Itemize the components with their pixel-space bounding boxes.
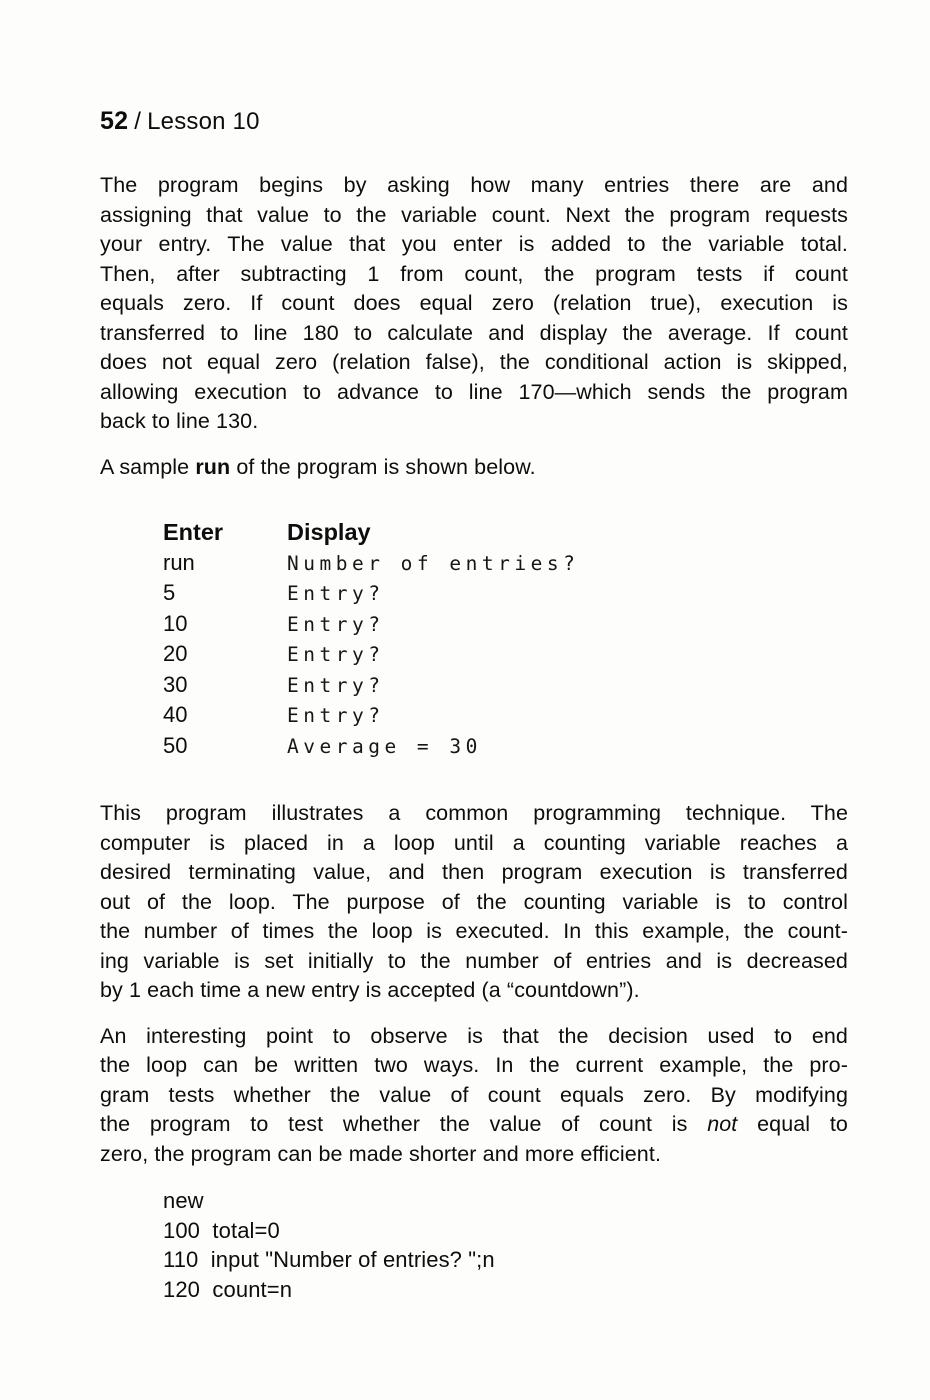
paragraph-line: zero, the program can be made shorter and more efficient. (100, 1141, 662, 1166)
table-row (163, 700, 848, 731)
display-cell: Entry? (287, 612, 385, 636)
paragraph-line: the loop can be written two ways. In the current example, the pro- (100, 1053, 848, 1077)
enter-cell: 50 (163, 732, 188, 758)
display-cell: Entry? (287, 704, 385, 727)
paragraph-line: allowing execution to advance to line 170—which sends the program (100, 379, 848, 404)
paragraph (100, 171, 848, 437)
run-table-rows (163, 548, 848, 762)
table-row (163, 578, 848, 609)
paragraph-line: equals zero. If count does equal zero (relation true), execution is (100, 291, 848, 315)
paragraph-line: back to line 130. (100, 409, 259, 433)
sample-run-table (163, 518, 848, 761)
display-cell: Average = 30 (287, 734, 482, 758)
table-row (163, 670, 848, 701)
running-head (100, 106, 848, 137)
paragraph-line: your entry. The value that you enter is added to the variable total. (100, 232, 848, 256)
code-line: 100 total=0 (163, 1217, 280, 1243)
paragraph-line: A sample run of the program is shown below. (100, 454, 536, 479)
page-number: 52 (100, 107, 129, 135)
display-cell: Number of entries? (287, 551, 580, 575)
paragraph-line: does not equal zero (relation false), the conditional action is skipped, (100, 350, 848, 374)
enter-cell: 40 (163, 702, 188, 727)
enter-cell: 20 (163, 641, 188, 666)
enter-cell: run (163, 549, 195, 575)
code-listing (163, 1186, 848, 1304)
paragraph (100, 1022, 848, 1170)
enter-cell: 10 (163, 610, 188, 636)
display-cell: Entry? (287, 582, 385, 605)
lesson-label: Lesson 10 (147, 108, 260, 135)
paragraph-line: the program to test whether the value of count is not equal to (100, 1112, 848, 1136)
paragraph-line: Then, after subtracting 1 from count, the program tests if count (100, 261, 848, 286)
enter-column-header: Enter (163, 519, 224, 545)
code-line: 120 count=n (163, 1276, 293, 1302)
intro-paragraphs (100, 171, 848, 482)
paragraph-line: ing variable is set initially to the number of entries and is decreased (100, 948, 848, 973)
enter-cell: 30 (163, 671, 188, 697)
display-column-header: Display (287, 519, 371, 545)
running-head-separator: / (134, 108, 142, 135)
paragraph-line: out of the loop. The purpose of the counting variable is to control (100, 889, 848, 914)
paragraph-line: by 1 each time a new entry is accepted (a “countdown”). (100, 978, 640, 1002)
table-row (163, 609, 848, 640)
paragraph-line: the number of times the loop is executed. In this example, the count- (100, 919, 848, 943)
display-cell: Entry? (287, 643, 385, 666)
paragraph-line: This program illustrates a common programming technique. The (100, 801, 848, 825)
paragraph-line: An interesting point to observe is that the decision used to end (100, 1023, 848, 1048)
paragraph-line: The program begins by asking how many entries there are and (100, 173, 848, 197)
table-row (163, 639, 848, 670)
paragraph-line: assigning that value to the variable count. Next the program requests (100, 202, 848, 227)
paragraph-line: computer is placed in a loop until a counting variable reaches a (100, 830, 848, 855)
table-row (163, 548, 848, 579)
paragraph-line: gram tests whether the value of count equals zero. By modifying (100, 1082, 848, 1107)
code-line: 110 input "Number of entries? ";n (163, 1247, 495, 1272)
table-row (163, 731, 848, 762)
paragraph (100, 799, 848, 1006)
code-line: new (163, 1188, 204, 1213)
paragraph-line: desired terminating value, and then program execution is transferred (100, 860, 848, 884)
display-cell: Entry? (287, 673, 385, 697)
paragraph (100, 453, 848, 483)
paragraph-line: transferred to line 180 to calculate and display the average. If count (100, 320, 848, 345)
table-header-row (163, 518, 848, 548)
discussion-paragraphs (100, 799, 848, 1169)
enter-cell: 5 (163, 580, 176, 605)
